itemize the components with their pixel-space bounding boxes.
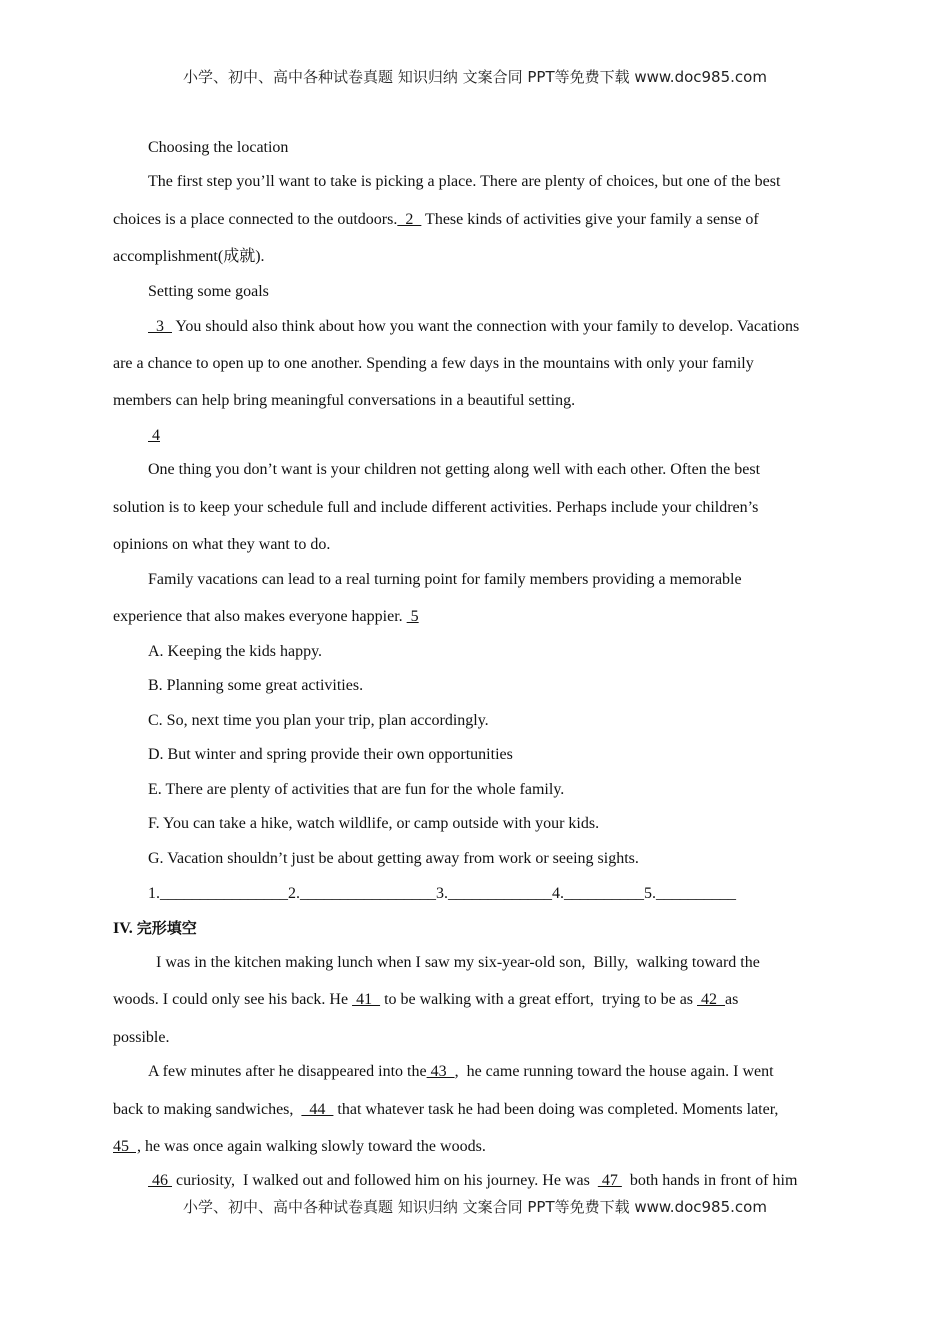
blank-3: 3 (148, 318, 172, 335)
blank-46: 46 (148, 1172, 172, 1189)
answer-line: 1.________________2._________________3._____________4.__________5.__________ (148, 885, 736, 902)
text: You should also think about how you want the connection with your family to develop. Vacations (172, 318, 800, 335)
text: experience that also makes everyone happier. (113, 608, 407, 625)
option-d: D. But winter and spring provide their own opportunities (148, 746, 513, 763)
page-footer: 小学、初中、高中各种试卷真题 知识归纳 文案合同 PPT等免费下载 www.doc985.com (183, 1198, 767, 1216)
paragraph-line: I was in the kitchen making lunch when I saw my six-year-old son, Billy, walking toward the (148, 954, 760, 971)
blank-44: 44 (301, 1101, 334, 1118)
section-title-cn: 完形填空 (136, 919, 197, 937)
paragraph-line: The first step you’ll want to take is picking a place. There are plenty of choices, but one of the best (148, 173, 781, 190)
text: both hands in front of him (621, 1172, 798, 1189)
text: A few minutes after he disappeared into the (148, 1063, 427, 1080)
text: , he came running toward the house again. I went (454, 1063, 774, 1080)
text: that whatever task he had been doing was completed. Moments later, (333, 1101, 779, 1118)
blank-45: 45 , (113, 1138, 141, 1155)
blank-42: 42 (697, 991, 726, 1008)
paragraph-line: possible. (113, 1029, 170, 1046)
option-g: G. Vacation shouldn’t just be about getting away from work or seeing sights. (148, 850, 639, 867)
text: he was once again walking slowly toward the woods. (141, 1138, 486, 1155)
paragraph-line: accomplishment(成就). (113, 248, 265, 265)
paragraph-line (113, 990, 738, 1010)
paragraph-line: members can help bring meaningful conversations in a beautiful setting. (113, 392, 576, 409)
text: as (725, 991, 739, 1008)
blank-43: 43 (426, 1063, 455, 1080)
text: woods. I could only see his back. He (113, 991, 353, 1008)
paragraph-line (113, 1100, 778, 1120)
option-b: B. Planning some great activities. (148, 677, 364, 694)
option-e: E. There are plenty of activities that are fun for the whole family. (148, 781, 565, 798)
paragraph-line (113, 607, 419, 627)
paragraph-line: One thing you don’t want is your children not getting along well with each other. Often the best (148, 461, 761, 478)
paragraph-line (148, 317, 799, 337)
page-header: 小学、初中、高中各种试卷真题 知识归纳 文案合同 PPT等免费下载 www.doc985.com (183, 68, 767, 86)
paragraph-line: Family vacations can lead to a real turning point for family members providing a memorable (148, 571, 742, 588)
paragraph-line (113, 1137, 486, 1157)
text: These kinds of activities give your family a sense of (421, 211, 759, 228)
paragraph-line: are a chance to open up to one another. Spending a few days in the mountains with only your family (113, 355, 754, 372)
subheading-goals: Setting some goals (148, 283, 269, 300)
option-c: C. So, next time you plan your trip, plan accordingly. (148, 712, 489, 729)
subheading-location: Choosing the location (148, 139, 289, 156)
blank-4: 4 (148, 427, 160, 444)
paragraph-line (113, 210, 759, 230)
paragraph-line: solution is to keep your schedule full and include different activities. Perhaps include your children’s (113, 499, 759, 516)
paragraph-line: opinions on what they want to do. (113, 536, 331, 553)
text: curiosity, I walked out and followed him on his journey. He was (172, 1172, 598, 1189)
blank-41: 41 (352, 991, 381, 1008)
option-f: F. You can take a hike, watch wildlife, or camp outside with your kids. (148, 815, 600, 832)
paragraph-line (148, 1171, 797, 1191)
section-number: IV. (113, 920, 137, 937)
option-a: A. Keeping the kids happy. (148, 643, 323, 660)
paragraph-line (148, 1062, 774, 1082)
text: choices is a place connected to the outdoors. (113, 211, 398, 228)
blank-2: 2 (397, 211, 422, 228)
section-title (113, 918, 197, 939)
blank-47: 47 (597, 1172, 622, 1189)
text: to be walking with a great effort, trying to be as (380, 991, 698, 1008)
text: back to making sandwiches, (113, 1101, 302, 1118)
blank-5: 5 (406, 608, 419, 625)
